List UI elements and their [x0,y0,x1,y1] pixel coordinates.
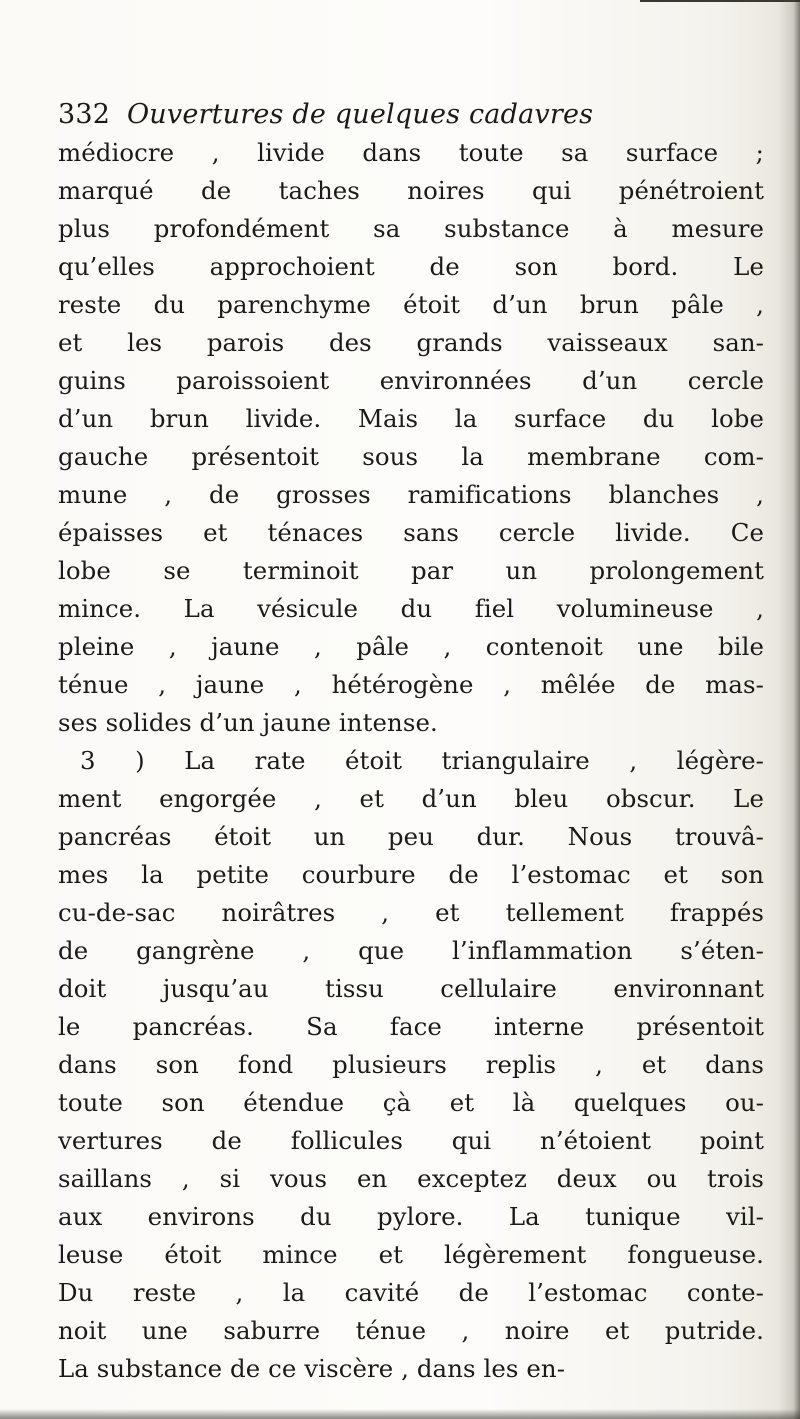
page-bottom-shadow [0,1409,800,1419]
text-line: dans son fond plusieurs replis , et dans [58,1050,764,1079]
page-number: 332 [58,99,111,130]
text-line: ment engorgée , et d’un bleu obscur. Le [58,784,764,813]
page-gutter-shadow [778,0,800,1419]
text-line: toute son étendue çà et là quelques ou- [58,1088,764,1117]
text-line: reste du parenchyme étoit d’un brun pâle , [58,290,764,319]
text-line: mince. La vésicule du fiel volumineuse , [58,594,764,623]
text-line: leuse étoit mince et légèrement fongueuse. [58,1240,764,1269]
text-line: ses solides d’un jaune intense. [58,708,438,737]
text-line: médiocre , livide dans toute sa surface ; [58,138,764,167]
page-edge-rule [640,0,800,2]
text-line: qu’elles approchoient de son bord. Le [58,252,764,281]
text-line: pancréas étoit un peu dur. Nous trouvâ- [58,822,764,851]
text-line: cu-de-sac noirâtres , et tellement frappés [58,898,764,927]
text-line: lobe se terminoit par un prolongement [58,556,764,585]
text-line: gauche présentoit sous la membrane com- [58,442,764,471]
text-line: d’un brun livide. Mais la surface du lobe [58,404,764,433]
text-line: pleine , jaune , pâle , contenoit une bile [58,632,764,661]
text-line: guins paroissoient environnées d’un cercle [58,366,764,395]
running-title: Ouvertures de quelques cadavres [126,99,594,130]
text-line: doit jusqu’au tissu cellulaire environnant [58,974,764,1003]
text-line: 3 ) La rate étoit triangulaire , légère- [80,746,764,775]
text-line: épaisses et ténaces sans cercle livide. Ce [58,518,764,547]
text-line: vertures de follicules qui n’étoient point [58,1126,764,1155]
text-line: aux environs du pylore. La tunique vil- [58,1202,764,1231]
text-line: noit une saburre ténue , noire et putride. [58,1316,764,1345]
text-line: saillans , si vous en exceptez deux ou trois [58,1164,764,1193]
text-line: La substance de ce viscère , dans les en- [58,1354,566,1383]
page-text [58,96,764,1388]
text-line: plus profondément sa substance à mesure [58,214,764,243]
text-line: et les parois des grands vaisseaux san- [58,328,764,357]
text-line: mune , de grosses ramifications blanches , [58,480,764,509]
text-line: ténue , jaune , hétérogène , mêlée de mas- [58,670,764,699]
text-line: marqué de taches noires qui pénétroient [58,176,764,205]
running-header [58,96,764,134]
text-line: Du reste , la cavité de l’estomac conte- [58,1278,764,1307]
text-line: de gangrène , que l’inflammation s’éten- [58,936,764,965]
text-line: le pancréas. Sa face interne présentoit [58,1012,764,1041]
text-line: mes la petite courbure de l’estomac et son [58,860,764,889]
